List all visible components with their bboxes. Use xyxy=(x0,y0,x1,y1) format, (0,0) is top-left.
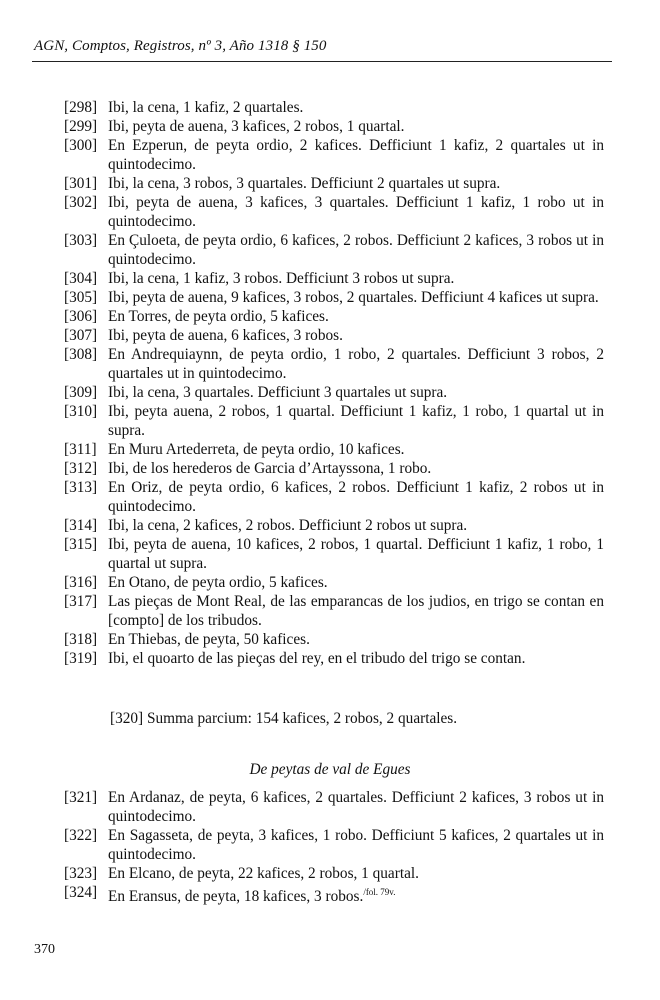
entry-text: En Elcano, de peyta, 22 kafices, 2 robos, 1 quartal. xyxy=(108,865,419,882)
entry-text: En Thiebas, de peyta, 50 kafices. xyxy=(108,631,310,648)
entry-number: [299] xyxy=(64,118,98,135)
entry-text: Ibi, de los herederos de Garcia d’Artayssona, 1 robo. xyxy=(108,460,432,477)
entry-item xyxy=(64,117,604,136)
entry-item xyxy=(64,630,604,649)
entry-number: [304] xyxy=(64,270,98,287)
entry-number: [318] xyxy=(64,631,98,648)
entry-item xyxy=(64,535,604,573)
entry-text: En Ezperun, de peyta ordio, 2 kafices. Defficiunt 1 kafiz, 2 quartales ut in quintodecimo. xyxy=(108,137,604,173)
entry-text: Ibi, la cena, 3 quartales. Defficiunt 3 quartales ut supra. xyxy=(108,384,448,401)
entry-text: En Çuloeta, de peyta ordio, 6 kafices, 2 robos. Defficiunt 2 kafices, 3 robos ut in quintodecimo. xyxy=(108,232,604,268)
entry-text: Ibi, peyta de auena, 9 kafices, 3 robos, 2 quartales. Defficiunt 4 kafices ut supra. xyxy=(108,289,599,306)
entry-item xyxy=(64,592,604,630)
entry-item xyxy=(64,231,604,269)
entry-text: Las pieças de Mont Real, de las emparancas de los judios, en trigo se contan en [compto] de los tribudos. xyxy=(108,593,604,629)
entry-item xyxy=(64,402,604,440)
entry-text: Ibi, peyta de auena, 10 kafices, 2 robos, 1 quartal. Defficiunt 1 kafiz, 1 robo, 1 quartal ut supra. xyxy=(108,536,604,572)
entry-number: [302] xyxy=(64,194,98,211)
entry-text: Ibi, la cena, 3 robos, 3 quartales. Defficiunt 2 quartales ut supra. xyxy=(108,175,501,192)
entry-number: [303] xyxy=(64,232,98,249)
entry-text: En Andrequiaynn, de peyta ordio, 1 robo, 2 quartales. Defficiunt 3 robos, 2 quartales ut in quintodecimo. xyxy=(108,346,604,382)
entry-number: [307] xyxy=(64,327,98,344)
entry-number: [300] xyxy=(64,137,98,154)
entry-text: En Muru Artederreta, de peyta ordio, 10 kafices. xyxy=(108,441,405,458)
entry-number: [315] xyxy=(64,536,98,553)
entry-number: [314] xyxy=(64,517,98,534)
summa-line: [320] Summa parcium: 154 kafices, 2 robos, 2 quartales. xyxy=(110,710,458,727)
entry-item xyxy=(64,383,604,402)
entry-number: [305] xyxy=(64,289,98,306)
entry-text: En Sagasseta, de peyta, 3 kafices, 1 robo. Defficiunt 5 kafices, 2 quartales ut in quintodecimo. xyxy=(108,827,604,863)
entry-number: [298] xyxy=(64,99,98,116)
entry-text: Ibi, la cena, 1 kafiz, 3 robos. Defficiunt 3 robos ut supra. xyxy=(108,270,455,287)
entry-item xyxy=(64,307,604,326)
entry-number: [301] xyxy=(64,175,98,192)
entry-text: Ibi, peyta de auena, 6 kafices, 3 robos. xyxy=(108,327,343,344)
entry-item xyxy=(64,826,604,864)
entry-number: [309] xyxy=(64,384,98,401)
entry-number: [313] xyxy=(64,479,98,496)
entry-item xyxy=(64,883,604,906)
entry-number: [308] xyxy=(64,346,98,363)
entry-number: [321] xyxy=(64,789,98,806)
entry-text: Ibi, el quoarto de las pieças del rey, en el tribudo del trigo se contan. xyxy=(108,650,526,667)
entry-number: [306] xyxy=(64,308,98,325)
entry-text: Ibi, la cena, 1 kafiz, 2 quartales. xyxy=(108,99,304,116)
entry-item xyxy=(64,288,604,307)
entry-text: En Ardanaz, de peyta, 6 kafices, 2 quartales. Defficiunt 2 kafices, 3 robos ut in quintodecimo. xyxy=(108,789,604,825)
entry-item xyxy=(64,573,604,592)
entry-item xyxy=(64,174,604,193)
entry-item xyxy=(64,136,604,174)
entry-item xyxy=(64,478,604,516)
section-heading: De peytas de val de Egues xyxy=(249,761,411,778)
entries-list-2 xyxy=(64,788,604,906)
entry-text: En Oriz, de peyta ordio, 6 kafices, 2 robos. Defficiunt 1 kafiz, 2 robos ut in quintodecimo. xyxy=(108,479,604,515)
entry-item xyxy=(64,516,604,535)
entry-item xyxy=(64,649,604,668)
entry-number: [317] xyxy=(64,593,98,610)
entry-number: [322] xyxy=(64,827,98,844)
entry-item xyxy=(64,326,604,345)
entry-number: [312] xyxy=(64,460,98,477)
entry-item xyxy=(64,98,604,117)
entry-text: Ibi, peyta auena, 2 robos, 1 quartal. Defficiunt 1 kafiz, 1 robo, 1 quartal ut in supra. xyxy=(108,403,604,439)
header-rule xyxy=(32,61,612,62)
running-head: AGN, Comptos, Registros, nº 3, Año 1318 § 150 xyxy=(34,38,327,54)
entry-item xyxy=(64,269,604,288)
entry-item xyxy=(64,788,604,826)
entry-text: En Torres, de peyta ordio, 5 kafices. xyxy=(108,308,329,325)
entry-number: [323] xyxy=(64,865,98,882)
entry-item xyxy=(64,864,604,883)
entry-item xyxy=(64,440,604,459)
entry-text: En Otano, de peyta ordio, 5 kafices. xyxy=(108,574,328,591)
entry-text: Ibi, la cena, 2 kafices, 2 robos. Defficiunt 2 robos ut supra. xyxy=(108,517,468,534)
entry-number: [311] xyxy=(64,441,97,458)
entry-number: [324] xyxy=(64,884,98,901)
page-number: 370 xyxy=(34,942,55,957)
entry-number: [316] xyxy=(64,574,98,591)
entry-number: [310] xyxy=(64,403,98,420)
entry-item xyxy=(64,345,604,383)
entry-item xyxy=(64,459,604,478)
folio-note: /fol. 79v. xyxy=(363,887,396,897)
entry-text: Ibi, peyta de auena, 3 kafices, 3 quartales. Defficiunt 1 kafiz, 1 robo ut in quintodecimo. xyxy=(108,194,604,230)
entry-item xyxy=(64,193,604,231)
entry-number: [319] xyxy=(64,650,98,667)
entry-text: Ibi, peyta de auena, 3 kafices, 2 robos, 1 quartal. xyxy=(108,118,405,135)
entries-list xyxy=(64,98,604,668)
entry-text: En Eransus, de peyta, 18 kafices, 3 robos.$^{/fol. 79v.}$ xyxy=(108,887,396,906)
